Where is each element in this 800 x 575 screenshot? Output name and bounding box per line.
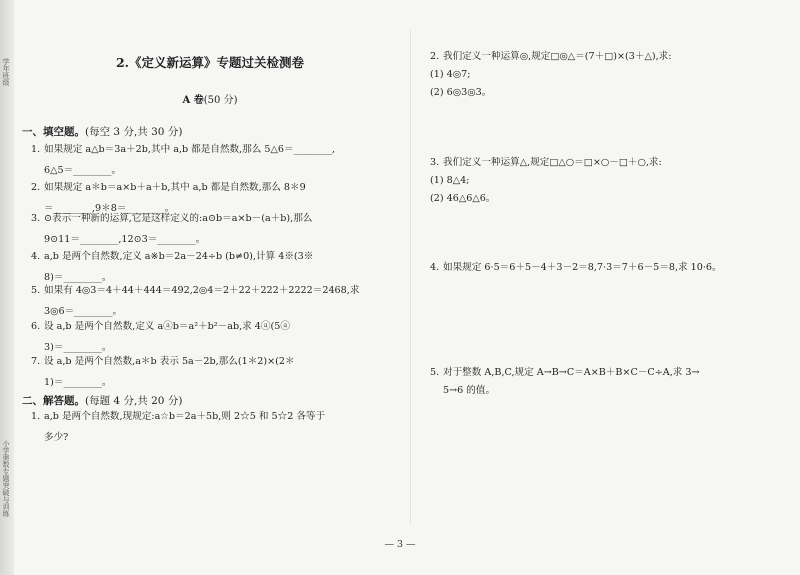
- paper-label: A 卷: [182, 95, 204, 106]
- question-line: 如果有 4◎3＝4＋44＋444＝492,2◎4＝2＋22＋222＋2222＝2468,求: [44, 285, 360, 296]
- question-number: 3.: [430, 157, 440, 168]
- question-line: 8)＝________。: [44, 272, 112, 283]
- question-subitem: (1) 4◎7;: [430, 69, 471, 80]
- answer-question-3: [430, 154, 790, 208]
- question-number: 1.: [31, 411, 41, 422]
- question-number: 2.: [31, 182, 41, 193]
- paper-subtitle: [95, 91, 325, 106]
- question-3: [31, 208, 401, 250]
- answer-question-4: [430, 259, 790, 277]
- question-line: 我们定义一种运算△,规定□△○＝□×○－□＋○,求:: [443, 157, 662, 168]
- question-line: 设 a,b 是两个自然数,a＊b 表示 5a－2b,那么(1＊2)×(2＊: [44, 356, 295, 367]
- question-number: 5.: [31, 285, 41, 296]
- question-line: 如果规定 a＊b＝a×b＋a＋b,其中 a,b 都是自然数,那么 8＊9: [44, 182, 306, 193]
- section-fill-in-note: (每空 3 分,共 30 分): [85, 126, 183, 138]
- question-number: 4.: [31, 251, 41, 262]
- question-line: 多少?: [44, 432, 69, 443]
- question-line: a,b 是两个自然数,定义 a※b＝2a－24÷b (b≠0),计算 4※(3※: [44, 251, 314, 262]
- question-line: ＝________,9＊8＝________。: [44, 203, 175, 214]
- page-title: 2.《定义新运算》专题过关检测卷: [115, 55, 305, 70]
- section-fill-in: [22, 124, 182, 139]
- question-line: 9⊙11＝________,12⊙3＝________。: [44, 234, 206, 245]
- question-line: 6△5＝________。: [44, 165, 122, 176]
- side-bottom-label: 小学奥数专题突破与训练: [2, 440, 10, 517]
- question-7: [31, 351, 401, 393]
- paper-score: (50 分): [203, 95, 238, 106]
- question-number: 5.: [430, 367, 440, 378]
- question-number: 7.: [31, 356, 41, 367]
- answer-question-1: [31, 406, 401, 448]
- question-number: 6.: [31, 321, 41, 332]
- question-line: 1)＝________。: [44, 377, 112, 388]
- question-line: 我们定义一种运算◎,规定□◎△＝(7＋□)×(3＋△),求:: [443, 51, 672, 62]
- question-line: ⊙表示一种新的运算,它是这样定义的:a⊙b＝a×b－(a＋b),那么: [44, 213, 313, 224]
- question-subitem: (2) 6◎3◎3。: [430, 87, 492, 98]
- answer-question-2: [430, 48, 790, 102]
- column-divider: [410, 30, 411, 525]
- question-subitem: (1) 8△4;: [430, 175, 470, 186]
- section-fill-in-label: 一、填空题。: [22, 126, 85, 138]
- question-number: 4.: [430, 262, 440, 273]
- question-line: a,b 是两个自然数,现规定:a☆b＝2a＋5b,则 2☆5 和 5☆2 各等于: [44, 411, 326, 422]
- question-number: 3.: [31, 213, 41, 224]
- side-top-label: 学年班级: [2, 58, 10, 86]
- question-line: 对于整数 A,B,C,规定 A→B→C＝A×B＋B×C－C÷A,求 3→: [443, 367, 700, 378]
- question-line: 如果规定 6·5＝6＋5－4＋3－2＝8,7·3＝7＋6－5＝8,求 10·6。: [443, 262, 722, 273]
- section-answer-label: 二、解答题。: [22, 395, 85, 407]
- question-subitem: (2) 46△6△6。: [430, 193, 496, 204]
- question-line: 3)＝________。: [44, 342, 112, 353]
- page-number: — 3 —: [384, 539, 416, 550]
- question-line: 5→6 的值。: [443, 385, 496, 396]
- question-line: 设 a,b 是两个自然数,定义 aⓐb＝a²＋b²－ab,求 4ⓐ(5ⓐ: [44, 321, 290, 332]
- question-number: 1.: [31, 144, 41, 155]
- question-number: 2.: [430, 51, 440, 62]
- question-line: 如果规定 a△b＝3a＋2b,其中 a,b 都是自然数,那么 5△6＝________,: [44, 144, 336, 155]
- question-1: [31, 139, 401, 181]
- section-answer-note: (每题 4 分,共 20 分): [85, 395, 183, 407]
- answer-question-5: [430, 364, 790, 400]
- question-line: 3◎6＝________。: [44, 306, 123, 317]
